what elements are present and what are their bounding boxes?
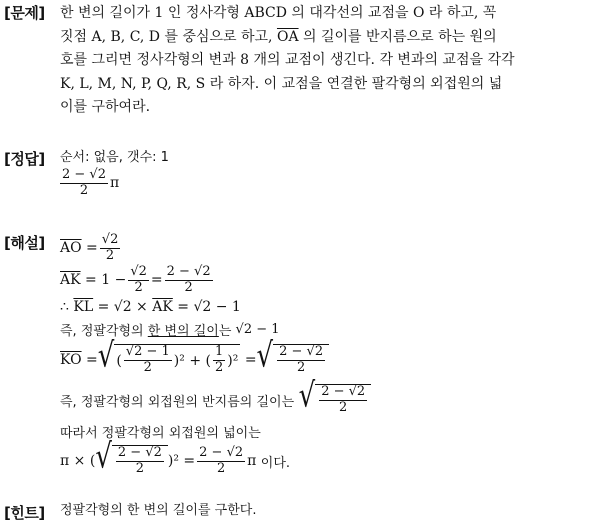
area-den-2: 2 [217, 460, 226, 476]
area-label: 따라서 정팔각형의 외접원의 넓이는 [60, 425, 261, 441]
eq-sign: = [86, 352, 98, 368]
problem-line-5: 이를 구하여라. [60, 99, 151, 115]
hint-body: 정팔각형의 한 변의 길이를 구한다. [60, 503, 257, 518]
side-length-text [60, 318, 586, 340]
radical-icon: √ [95, 437, 112, 477]
radical-icon: √ [298, 376, 316, 416]
ko-root [97, 336, 241, 376]
problem-line-2a: 짓점 A, B, C, D 를 중심으로 하고, [60, 28, 273, 45]
answer-pi: π [109, 175, 120, 192]
eq-sign: = [86, 240, 98, 256]
eq-ko [60, 336, 586, 380]
ak-num-1: √2 [130, 263, 147, 279]
answer-tag: [정답] [4, 150, 45, 168]
answer-fraction [60, 168, 108, 199]
ko-root-2 [256, 336, 330, 376]
ak-num-2: 2 − √2 [166, 263, 211, 279]
radius-num: 2 − √2 [321, 384, 366, 400]
kl-rhs-2: = √2 − 1 [177, 299, 241, 315]
side-value: √2 − 1 [235, 321, 280, 337]
ko-den-1: 2 [143, 360, 152, 375]
radius-label: 즉, 정팔각형의 외접원의 반지름의 길이는 [60, 394, 295, 410]
eq-sign: = [244, 352, 257, 368]
segment-ak: $\overline{AK}$ [60, 272, 81, 288]
radius-frac [319, 385, 367, 416]
radius-text [60, 376, 586, 420]
radius-radicand [315, 384, 371, 416]
ak-den-2: 2 [184, 279, 193, 295]
eq-sign: = [183, 453, 196, 469]
solution-body [60, 232, 586, 480]
answer-numerator: 2 − √2 [62, 167, 106, 182]
eq-sign: = [150, 272, 163, 288]
hint-tag: [힌트] [4, 504, 45, 522]
pi: π [247, 453, 257, 469]
ko-frac-2 [213, 345, 225, 376]
radical-icon: √ [256, 336, 274, 376]
therefore-symbol: ∴ [60, 299, 69, 315]
answer-meta: 순서: 없음, 갯수: 1 [60, 150, 169, 165]
ko-den-3: 2 [296, 360, 306, 375]
segment-ko: $\overline{KO}$ [60, 352, 82, 368]
plus: + [189, 352, 202, 369]
problem-body [60, 2, 586, 120]
square: ² [173, 453, 179, 469]
side-underlined: 한 변의 길이 [147, 323, 219, 339]
ko-radicand: ( $\frac{√2 - 1}{2}$ ) ² + ( $\frac{1}{2}$ ) ² [116, 344, 239, 375]
area-text [60, 420, 586, 442]
ko-den-2: 2 [214, 360, 224, 375]
side-post: 는 [218, 323, 232, 339]
one-minus: 1 − [101, 272, 127, 288]
eq-ak [60, 264, 586, 296]
answer-denominator: 2 [79, 182, 89, 198]
eq-kl [60, 296, 586, 318]
radical-icon: √ [97, 336, 115, 376]
problem-line-4: K, L, M, N, P, Q, R, S 라 하자. 이 교점을 연결한 팔각형의 외접원의 넓 [60, 75, 503, 92]
eq-sign: = [85, 272, 97, 288]
answer-formula [58, 168, 586, 199]
ko-frac-1 [124, 345, 172, 376]
eq-ao [60, 232, 586, 264]
radius-root [298, 376, 372, 416]
problem-line-2 [60, 26, 586, 50]
area-formula: π × ( √ $\frac{2 - √2}{2}$ ) ² = $\frac{2 - √2}{2}$ π 이다. [60, 442, 586, 480]
pi: π [60, 453, 70, 469]
ak-fraction-1 [128, 265, 149, 296]
ao-num: √2 [101, 231, 119, 247]
answer-body [60, 148, 586, 199]
ko-frac-3 [277, 345, 325, 376]
kl-rhs: = √2 × [97, 299, 148, 315]
times: × [73, 453, 86, 469]
area-radicand [112, 445, 168, 477]
ko-num-3: 2 − √2 [279, 344, 324, 360]
area-frac-1 [116, 446, 164, 477]
problem-line-3: 호를 그리면 정사각형의 변과 8 개의 교점이 생긴다. 각 변과의 교점을 각각 [60, 52, 515, 68]
problem-tag: [문제] [4, 4, 45, 22]
area-end: 이다. [260, 455, 291, 471]
ko-num-2: 1 [214, 344, 224, 360]
area-num-2: 2 − √2 [199, 444, 244, 460]
segment-ao: $\overline{AO}$ [60, 240, 82, 256]
area-root [95, 437, 168, 477]
side-pre: 즉, 정팔각형의 [60, 323, 144, 339]
ao-fraction [100, 233, 121, 264]
square: ² [232, 352, 239, 369]
ao-den: 2 [105, 247, 115, 263]
ko-num-1: √2 − 1 [125, 344, 170, 360]
problem-line-1: 한 변의 길이가 1 인 정사각형 ABCD 의 대각선의 교점을 O 라 하고, 꼭 [60, 5, 497, 21]
area-den-1: 2 [135, 461, 145, 476]
radius-den: 2 [339, 400, 348, 415]
ko-radicand-2 [273, 344, 329, 376]
ak-fraction-2 [165, 265, 213, 296]
area-num-1: 2 − √2 [117, 445, 162, 461]
ak-den-1: 2 [134, 279, 143, 295]
segment-kl: $\overline{KL}$ [73, 299, 94, 315]
square: ² [179, 352, 185, 369]
problem-line-2b: 의 길이를 반지름으로 하는 원의 [303, 28, 497, 45]
segment-ak-2: $\overline{AK}$ [152, 299, 173, 315]
solution-tag: [해설] [4, 234, 45, 252]
area-frac-2 [197, 446, 245, 477]
segment-oa: $\overline{OA}$ [276, 28, 299, 45]
